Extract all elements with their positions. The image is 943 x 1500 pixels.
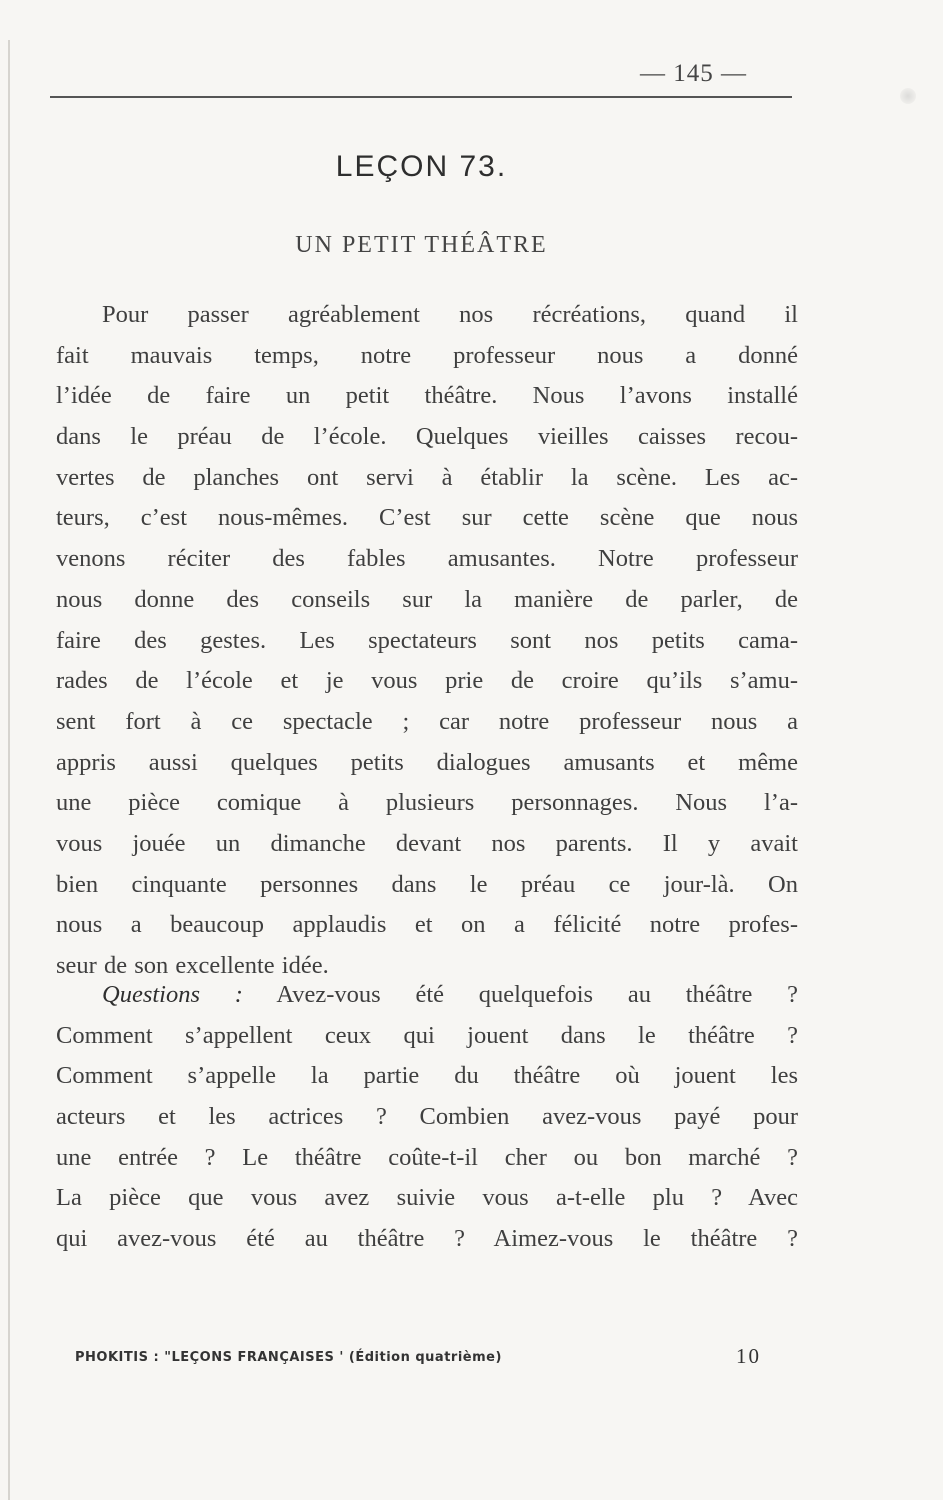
paragraph-line: fait mauvais temps, notre professeur nous a donné xyxy=(56,341,798,369)
footer-publication: PHOKITIS : "LEÇONS FRANÇAISES ' (Édition quatrième) xyxy=(75,1350,502,1365)
paragraph-line: nous donne des conseils sur la manière de parler, de xyxy=(56,585,798,613)
question-line: Comment s’appellent ceux qui jouent dans le théâtre ? xyxy=(56,1021,798,1049)
paragraph-line: faire des gestes. Les spectateurs sont nos petits cama- xyxy=(56,626,798,654)
paragraph-line: sent fort à ce spectacle ; car notre professeur nous a xyxy=(56,707,798,735)
paragraph-line: bien cinquante personnes dans le préau ce jour-là. On xyxy=(56,870,798,898)
paragraph-line: rades de l’école et je vous prie de croire qu’ils s’amu- xyxy=(56,667,798,695)
question-line: acteurs et les actrices ? Combien avez-vous payé pour xyxy=(56,1103,798,1131)
question-line: Comment s’appelle la partie du théâtre où jouent les xyxy=(56,1062,798,1090)
header-rule xyxy=(50,96,792,98)
question-line: La pièce que vous avez suivie vous a-t-elle plu ? Avec xyxy=(56,1184,798,1212)
paragraph-line: l’idée de faire un petit théâtre. Nous l’avons installé xyxy=(56,382,798,410)
paragraph-line: appris aussi quelques petits dialogues amusants et même xyxy=(56,748,798,776)
questions-label: Questions : xyxy=(102,981,243,1008)
paragraph-line: venons réciter des fables amusantes. Notre professeur xyxy=(56,545,798,573)
page-smudge xyxy=(900,88,916,104)
paragraph-line: teurs, c’est nous-mêmes. C’est sur cette scène que nous xyxy=(56,504,798,532)
questions-first-text: Avez-vous été quelquefois au théâtre ? xyxy=(276,981,798,1008)
lesson-subtitle: UN PETIT THÉÂTRE xyxy=(295,232,548,258)
page-edge xyxy=(8,40,10,1500)
paragraph-line: vertes de planches ont servi à établir la scène. Les ac- xyxy=(56,463,798,491)
footer-signature: 10 xyxy=(736,1344,761,1368)
paragraph-line: Pour passer agréablement nos récréations, quand il xyxy=(102,301,798,328)
page-number: — 145 — xyxy=(640,60,747,87)
main-paragraph xyxy=(56,295,798,987)
questions-paragraph xyxy=(56,975,798,1260)
paragraph-line: dans le préau de l’école. Quelques vieilles caisses recou- xyxy=(56,423,798,451)
paragraph-line: nous a beaucoup applaudis et on a félicité notre profes- xyxy=(56,911,798,939)
questions-first-line xyxy=(56,975,798,1016)
paragraph-line: vous jouée un dimanche devant nos parents. Il y avait xyxy=(56,829,798,857)
paragraph-line: seur de son excellente idée. xyxy=(56,952,329,979)
paragraph-line: une pièce comique à plusieurs personnages. Nous l’a- xyxy=(56,789,798,817)
question-line: qui avez-vous été au théâtre ? Aimez-vous le théâtre ? xyxy=(56,1225,798,1253)
lesson-title: LEÇON 73. xyxy=(335,150,508,183)
question-line: une entrée ? Le théâtre coûte-t-il cher ou bon marché ? xyxy=(56,1143,798,1171)
